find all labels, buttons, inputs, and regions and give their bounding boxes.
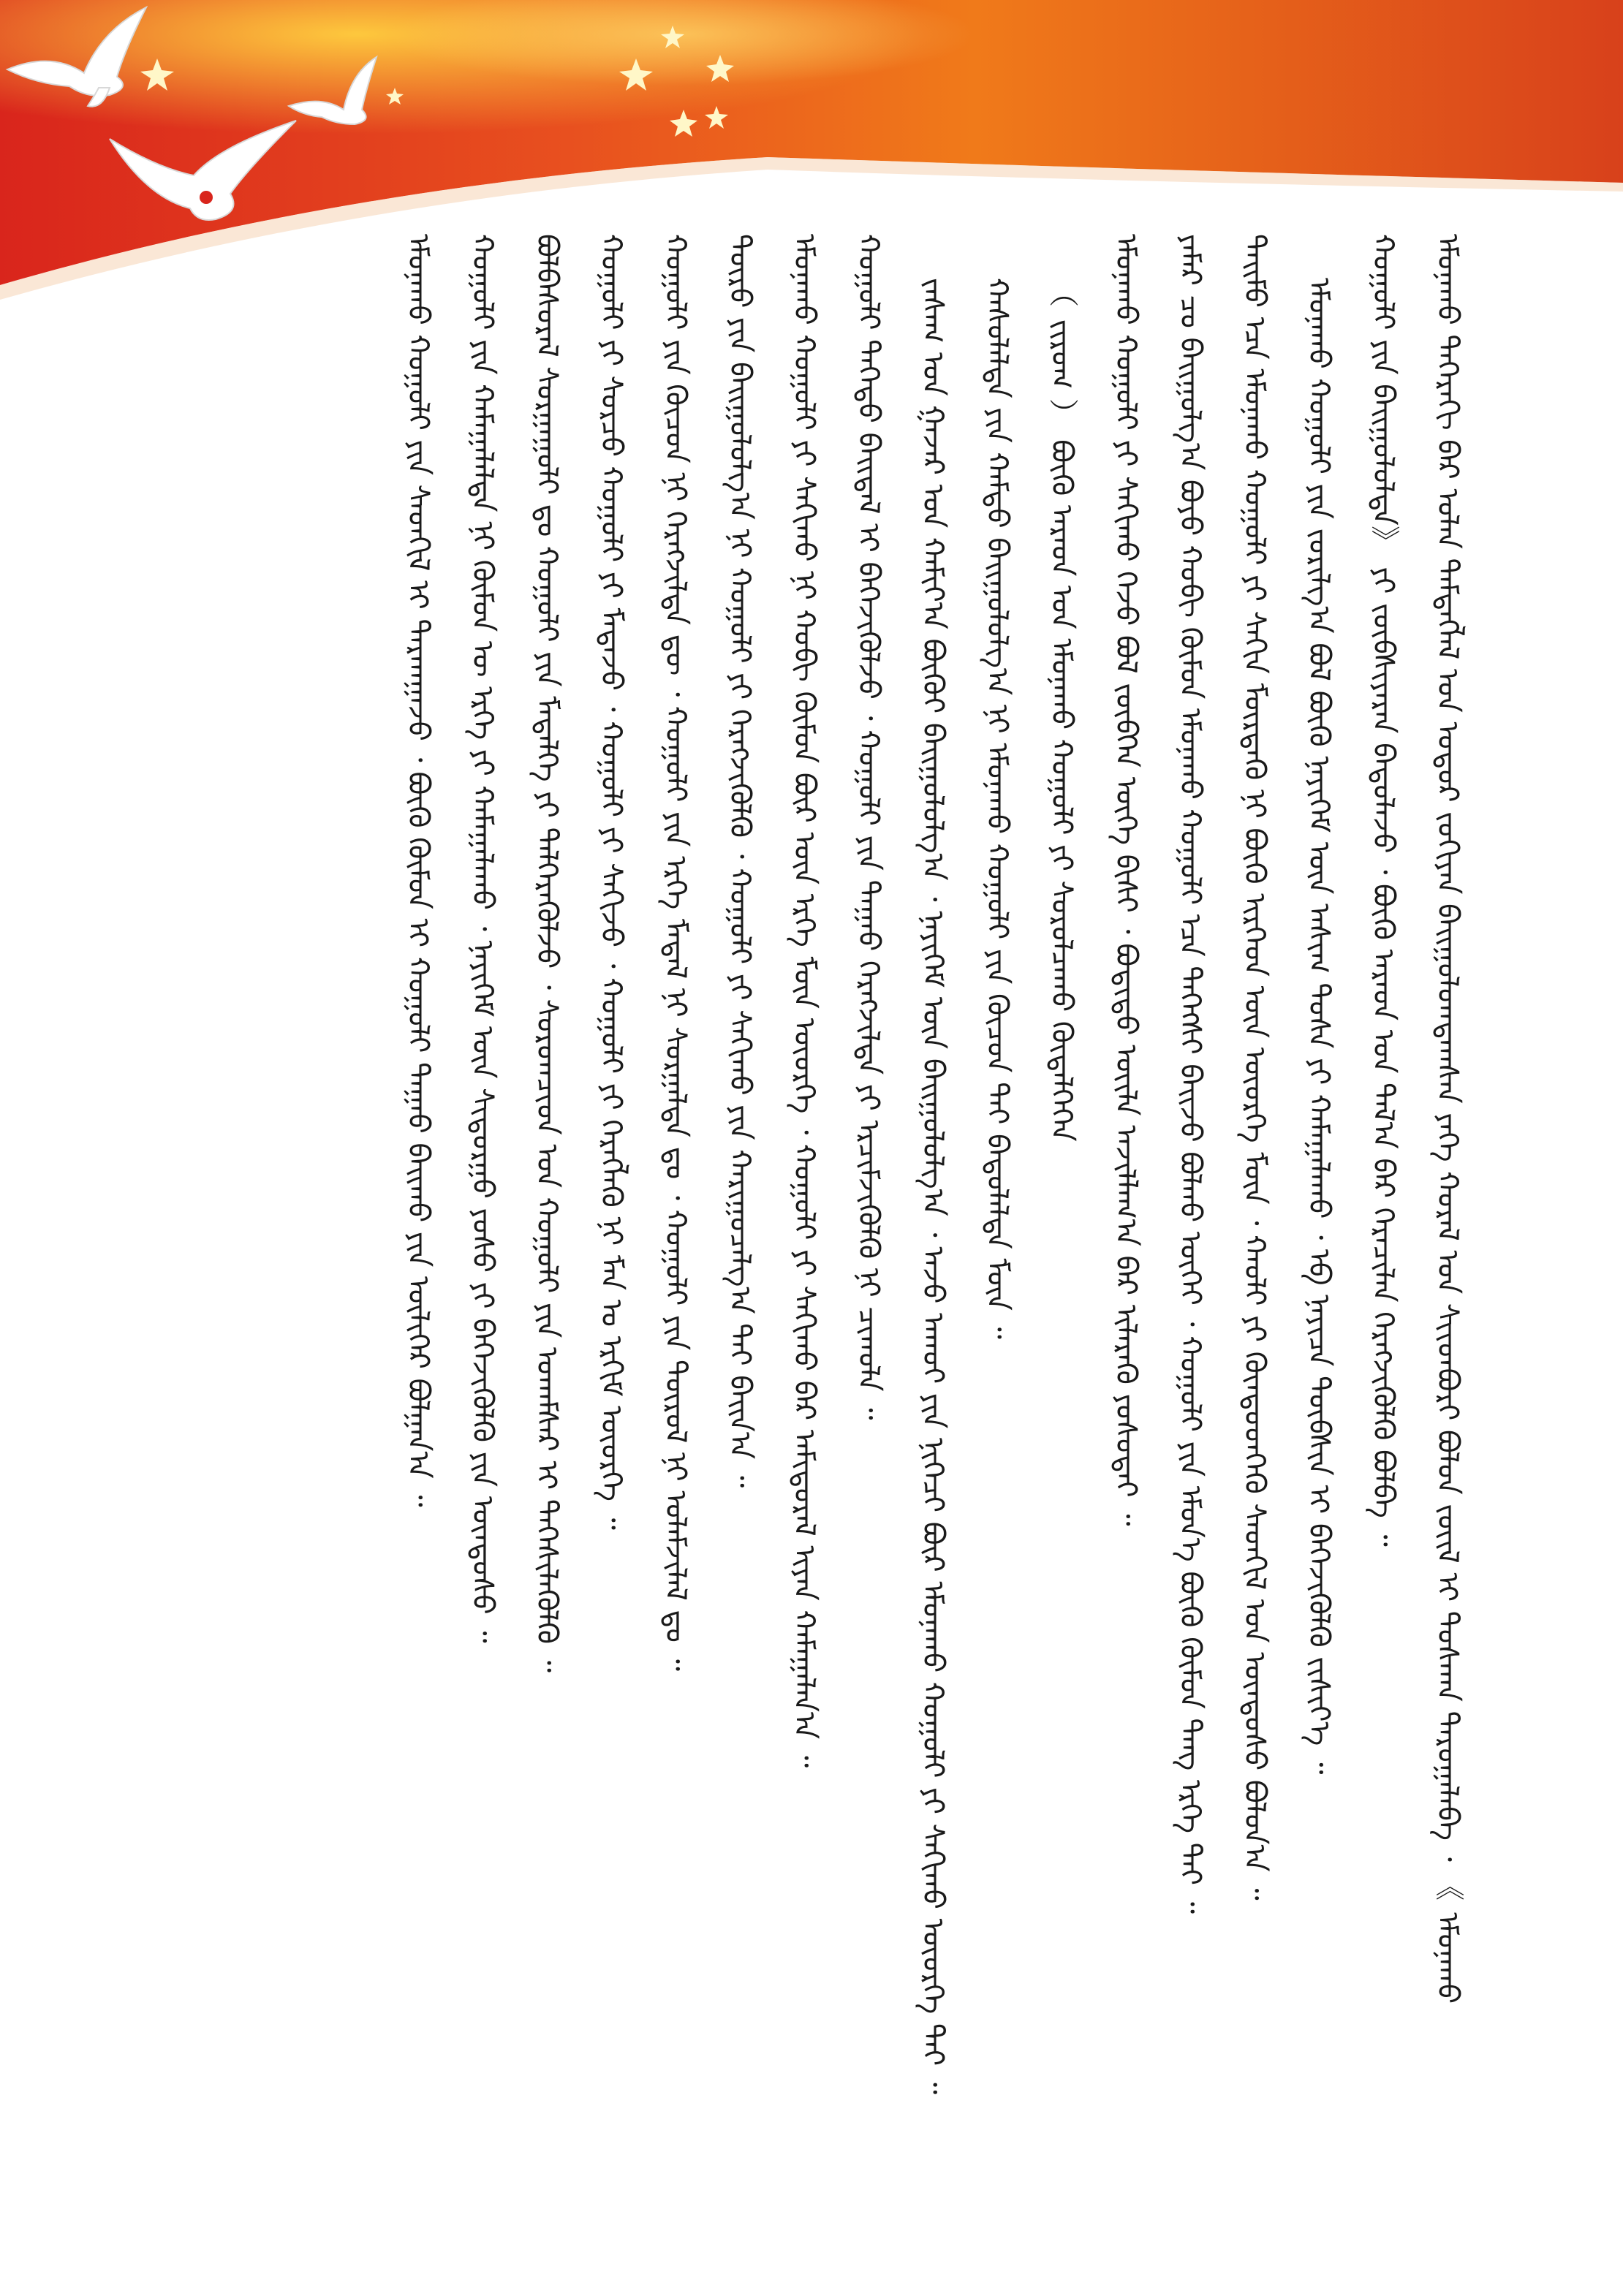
text-column: ᠡᠮᠤᠨᠡᠬᠤ ᠬᠤᠭᠤᠯᠢ ᠶᠢ ᠰᠠᠬᠢᠬᠤ ᠨᠢ ᠬᠤᠪᠢ ᠬᠦᠮᠦᠨ ᠪᠦᠷ ᠦᠨ ᠡᠷᠬᠡ ᠮᠥᠨ ᠦᠦᠷᠭᠡ ᠂ ᠬᠤᠭᠤᠯᠢ ᠶᠢ ᠰᠠᠬᠢᠬᠤ ᠪᠠᠷ ᠠᠮᠢᠳᠤᠷᠠᠯ ᠢᠶᠡᠨ ᠬᠠᠮᠠᠭᠠᠯᠠᠨ᠎ᠠ ᠃ <box>787 234 821 1768</box>
text-column: （ ᠵᠢᠷᠤᠭ ） ᠪᠦᠬᠦ ᠠᠷᠠᠳ ᠤᠨ ᠡᠮᠤᠨᠡᠬᠤ ᠬᠤᠭᠤᠯᠢ ᠶᠢ ᠰᠤᠷᠤᠯᠴᠠᠬᠤ ᠬᠥᠳᠡᠯᠭᠡᠭᠡᠨ <box>1045 278 1078 1142</box>
text-column: ᠪᠣᠯᠪᠠᠰᠤᠷᠠᠯ ᠰᠤᠷᠭᠠᠭᠤᠯᠢ ᠳᠤ ᠬᠤᠭᠤᠯᠢ ᠶᠢᠨ ᠮᠡᠳᠡᠯᠭᠡ ᠶᠢ ᠳᠡᠯᠭᠡᠷᠡᠭᠦᠯᠵᠦ ᠂ ᠰᠤᠷᠤᠭᠴᠢᠳ ᠤᠨ ᠬᠤᠭᠤᠯᠢ ᠶᠢᠨ ᠤᠬᠠᠮᠰᠠᠷ ᠢ ᠳᠡᠭᠡᠰᠢᠯᠡᠭᠦᠯᠬᠦ ᠃ <box>530 234 564 1673</box>
text-column: ᠡᠮᠤᠨᠡᠬᠤ ᠬᠤᠭᠤᠯᠢ ᠶᠢᠨ ᠰᠡᠳᠭᠢᠯ ᠢ ᠲᠠᠷᠬᠠᠭᠠᠵᠤ ᠂ ᠪᠦᠬᠦ ᠬᠦᠮᠦᠨ ᠢ ᠬᠤᠭᠤᠯᠢ ᠳᠠᠭᠠᠤ ᠪᠠᠢᠬᠤ ᠶᠢᠨ ᠦᠯᠢᠭᠡᠷ ᠪᠣᠯᠭᠠᠨ᠎ᠠ ᠃ <box>401 234 435 1507</box>
text-column: ᠲᠡᠢᠮᠦ ᠡᠴᠡ ᠡᠮᠤᠨᠡᠬᠤ ᠬᠤᠭᠤᠯᠢ ᠶᠢ ᠰᠠᠬᠢᠨ ᠮᠦᠷᠳᠡᠬᠦ ᠨᠢ ᠪᠦᠬᠦ ᠢᠷᠭᠡᠳ ᠦᠨ ᠦᠦᠷᠭᠡ ᠮᠦᠨ ᠂ ᠬᠠᠤᠯᠢ ᠶᠢ ᠬᠦᠨᠳᠦᠳᠬᠡᠬᠦ ᠰᠡᠳᠭᠢᠯ ᠤᠨ ᠦᠨᠳᠦᠰᠦ ᠪᠣᠯᠤᠨ᠎ᠠ ᠃ <box>1238 234 1271 1901</box>
text-column: ᠶᠠᠮᠠᠷ ᠴᠤ ᠪᠠᠢᠭᠤᠯᠭ᠎ᠠ ᠪᠤᠶᠤ ᠬᠤᠪᠢ ᠬᠦᠮᠦᠨ ᠡᠮᠤᠨᠡᠬᠤ ᠬᠤᠭᠤᠯᠢ ᠡᠴᠡ ᠳᠡᠭᠡᠭᠰᠢ ᠪᠠᠢᠵᠤ ᠪᠣᠯᠬᠤ ᠦᠭᠡᠢ ᠂ ᠬᠤᠭᠤᠯᠢ ᠶᠢᠨ ᠡᠮᠦᠨ᠎ᠡ ᠪᠦᠬᠦ ᠬᠦᠮᠦᠨ ᠲᠡᠩ ᠡᠷᠬᠡ ᠲᠡᠢ ᠃ <box>1173 234 1207 1914</box>
text-column: ᠲᠥᠷᠥ ᠶᠢᠨ ᠪᠠᠢᠭᠤᠯᠤᠯᠭ᠎ᠠ ᠨᠢ ᠬᠤᠭᠤᠯᠢ ᠶᠢ ᠬᠡᠷᠡᠭᠵᠢᠭᠦᠯᠬᠦ ᠂ ᠬᠤᠭᠤᠯᠢ ᠶᠢ ᠰᠠᠬᠢᠬᠤ ᠶᠢᠨ ᠬᠠᠷᠢᠭᠤᠴᠠᠯᠭ᠎ᠠ ᠲᠠᠢ ᠪᠠᠢᠨ᠎ᠠ ᠃ <box>723 234 757 1488</box>
text-column: ᠬᠤᠭᠤᠯᠢ ᠶᠢᠨ ᠪᠠᠢᠭᠤᠯᠤᠯᠲᠠ》 ᠶᠢ ᠵᠦᠪᠰᠢᠶᠡᠷᠡᠨ ᠪᠠᠲᠤᠯᠠᠵᠤ ᠂ ᠪᠦᠬᠦ ᠠᠷᠠᠳ ᠤᠨ ᠲᠠᠯ᠎ᠠ ᠪᠠᠷ ᠭᠡᠷᠡᠴᠢᠯᠡᠨ ᠬᠡᠷᠡᠭᠵᠢᠭᠦᠯᠬᠦ ᠪᠣᠯᠪᠠ ᠃ <box>1366 234 1400 1547</box>
text-column: ᠬᠤᠭᠤᠯᠢ ᠳᠡᠭᠡᠳᠦ ᠪᠠᠢᠳᠠᠯ ᠢ ᠪᠡᠬᠡᠵᠢᠭᠦᠯᠵᠦ ᠂ ᠬᠤᠭᠤᠯᠢ ᠶᠢᠨ ᠳᠠᠭᠠᠤ ᠬᠡᠷᠡᠭᠵᠢᠯᠲᠡ ᠶᠢ ᠡᠷᠴᠢᠮᠵᠢᠭᠦᠯᠬᠦ ᠨᠢ ᠴᠢᠬᠤᠯᠠ ᠃ <box>852 234 885 1420</box>
text-column: ᠡᠮᠤᠨᠡᠬᠤ ᠳᠡᠭᠡᠷᠡᠬᠢ ᠪᠠᠷ ᠣᠯᠠᠨ ᠲᠡᠮᠳᠡᠭᠯᠡᠯ ᠤᠨ ᠤᠳᠤᠷ ᠵᠣᠬᠢᠶᠠᠨ ᠪᠠᠢᠭᠤᠯᠤᠭᠳᠠᠭᠰᠠᠨ ᠶᠡᠬᠡ ᠬᠤᠷᠠᠯ ᠤᠨ ᠰᠢᠢᠳᠪᠦᠷᠢ ᠪᠣᠯᠤᠨ ᠵᠦᠢᠯ ᠢ ᠲᠤᠰᠬᠠᠨ ᠳᠠᠷᠤᠭᠠᠯᠠᠪᠠ ᠂ 《 ᠡᠮᠤᠨᠡᠬᠤ <box>1431 234 1464 2004</box>
text-column: ᠡᠮᠤᠨᠡᠬᠤ ᠬᠤᠭᠤᠯᠢ ᠶᠢᠨ ᠵᠣᠷᠢᠯᠭ᠎ᠠ ᠪᠣᠯ ᠪᠦᠬᠦ ᠨᠡᠶᠢᠭᠡᠮ ᠦᠨ ᠠᠰᠢᠭ ᠲᠤᠰᠠ ᠶᠢ ᠬᠠᠮᠠᠭᠠᠯᠠᠬᠤ ᠂ ᠡᠪ ᠨᠡᠶᠢᠴᠡ ᠲᠥᠪᠰᠢᠨ ᠢ ᠪᠡᠬᠡᠵᠢᠭᠦᠯᠬᠦ ᠵᠢᠱᠢᠶ᠎ᠡ ᠃ <box>1302 278 1336 1775</box>
text-column: ᠬᠤᠭᠤᠯᠢ ᠶᠢᠨ ᠬᠦᠴᠦᠨ ᠨᠢ ᠬᠡᠷᠡᠭᠵᠢᠯᠲᠡ ᠳᠦ ᠂ ᠬᠤᠭᠤᠯᠢ ᠶᠢᠨ ᠡᠷᠬᠡ ᠮᠡᠳᠡᠯ ᠨᠢ ᠰᠤᠷᠭᠠᠯᠲᠠ ᠳᠤ ᠂ ᠬᠤᠭᠤᠯᠢ ᠶᠢᠨ ᠲᠥᠷᠥᠯ ᠨᠢ ᠤᠯᠠᠮᠵᠢᠯᠠᠯ ᠳᠤ ᠃ <box>659 234 692 1672</box>
text-column: ᠵᠠᠰᠠᠭ ᠤᠨ ᠭᠠᠵᠠᠷ ᠤᠨ ᠬᠠᠮᠢᠶ᠎ᠠ ᠪᠦᠬᠦᠢ ᠪᠠᠢᠭᠤᠯᠤᠯᠭ᠎ᠠ ᠂ ᠨᠡᠶᠢᠭᠡᠮ ᠦᠨ ᠪᠠᠢᠭᠤᠯᠤᠯᠭ᠎ᠠ ᠂ ᠠᠵᠤ ᠠᠬᠤᠢ ᠶᠢᠨ ᠨᠢᠭᠡᠴᠢ ᠪᠦᠷ ᠡᠮᠤᠨᠡᠬᠤ ᠬᠤᠭᠤᠯᠢ ᠶᠢ ᠰᠠᠬᠢᠬᠤ ᠦᠦᠷᠭᠡ ᠲᠡᠢ ᠃ <box>916 278 950 2095</box>
document-body <box>183 234 1469 2095</box>
text-column: ᠡᠮᠤᠨᠡᠬᠤ ᠬᠤᠭᠤᠯᠢ ᠶᠢ ᠰᠠᠬᠢᠬᠤ ᠭᠡᠵᠦ ᠪᠣᠯ ᠵᠥᠪᠬᠡᠨ ᠦᠭᠡ ᠪᠢᠰᠢ ᠂ ᠪᠣᠳᠢᠲᠤ ᠦᠢᠯᠡ ᠠᠵᠢᠯᠯᠠᠭ᠎ᠠ ᠪᠠᠷ ᠢᠯᠡᠷᠡᠬᠦ ᠶᠣᠰᠤᠲᠠᠢ ᠃ <box>1109 234 1143 1526</box>
text-column: ᠬᠤᠭᠤᠯᠢ ᠶᠢᠨ ᠬᠠᠮᠠᠭᠠᠯᠠᠯᠲᠠ ᠨᠢ ᠬᠦᠮᠦᠨ ᠦ ᠡᠷᠬᠡ ᠶᠢ ᠬᠠᠮᠠᠭᠠᠯᠠᠬᠤ ᠂ ᠨᠡᠶᠢᠭᠡᠮ ᠦᠨ ᠰᠢᠳᠤᠷᠭᠤ ᠶᠣᠰᠤ ᠶᠢ ᠪᠡᠬᠡᠵᠢᠭᠦᠯᠬᠦ ᠶᠢᠨ ᠦᠨᠳᠦᠰᠦ ᠃ <box>466 234 499 1643</box>
text-column: ᠬᠠᠰᠤᠯᠠᠯᠲᠠ ᠶᠢᠨ ᠬᠠᠮᠲᠤ ᠪᠠᠢᠭᠤᠯᠤᠯᠭ᠎ᠠ ᠨᠢ ᠡᠮᠤᠨᠡᠬᠤ ᠬᠤᠭᠤᠯᠢ ᠶᠢᠨ ᠬᠦᠴᠦᠨ ᠲᠡᠢ ᠪᠠᠲᠤᠯᠠᠯᠲᠠ ᠮᠥᠨ ᠃ <box>980 278 1014 1339</box>
text-column: ᠬᠤᠭᠤᠯᠢ ᠶᠢ ᠰᠤᠷᠴᠤ ᠬᠤᠭᠤᠯᠢ ᠶᠢ ᠮᠡᠳᠡᠵᠦ ᠂ ᠬᠤᠭᠤᠯᠢ ᠶᠢ ᠰᠠᠬᠢᠵᠤ ᠂ ᠬᠤᠭᠤᠯᠢ ᠶᠢ ᠬᠡᠷᠡᠭᠯᠡᠬᠦ ᠨᠢ ᠮᠠᠨ ᠤ ᠡᠷᠬᠢᠮ ᠦᠦᠷᠭᠡ ᠃ <box>594 234 628 1530</box>
